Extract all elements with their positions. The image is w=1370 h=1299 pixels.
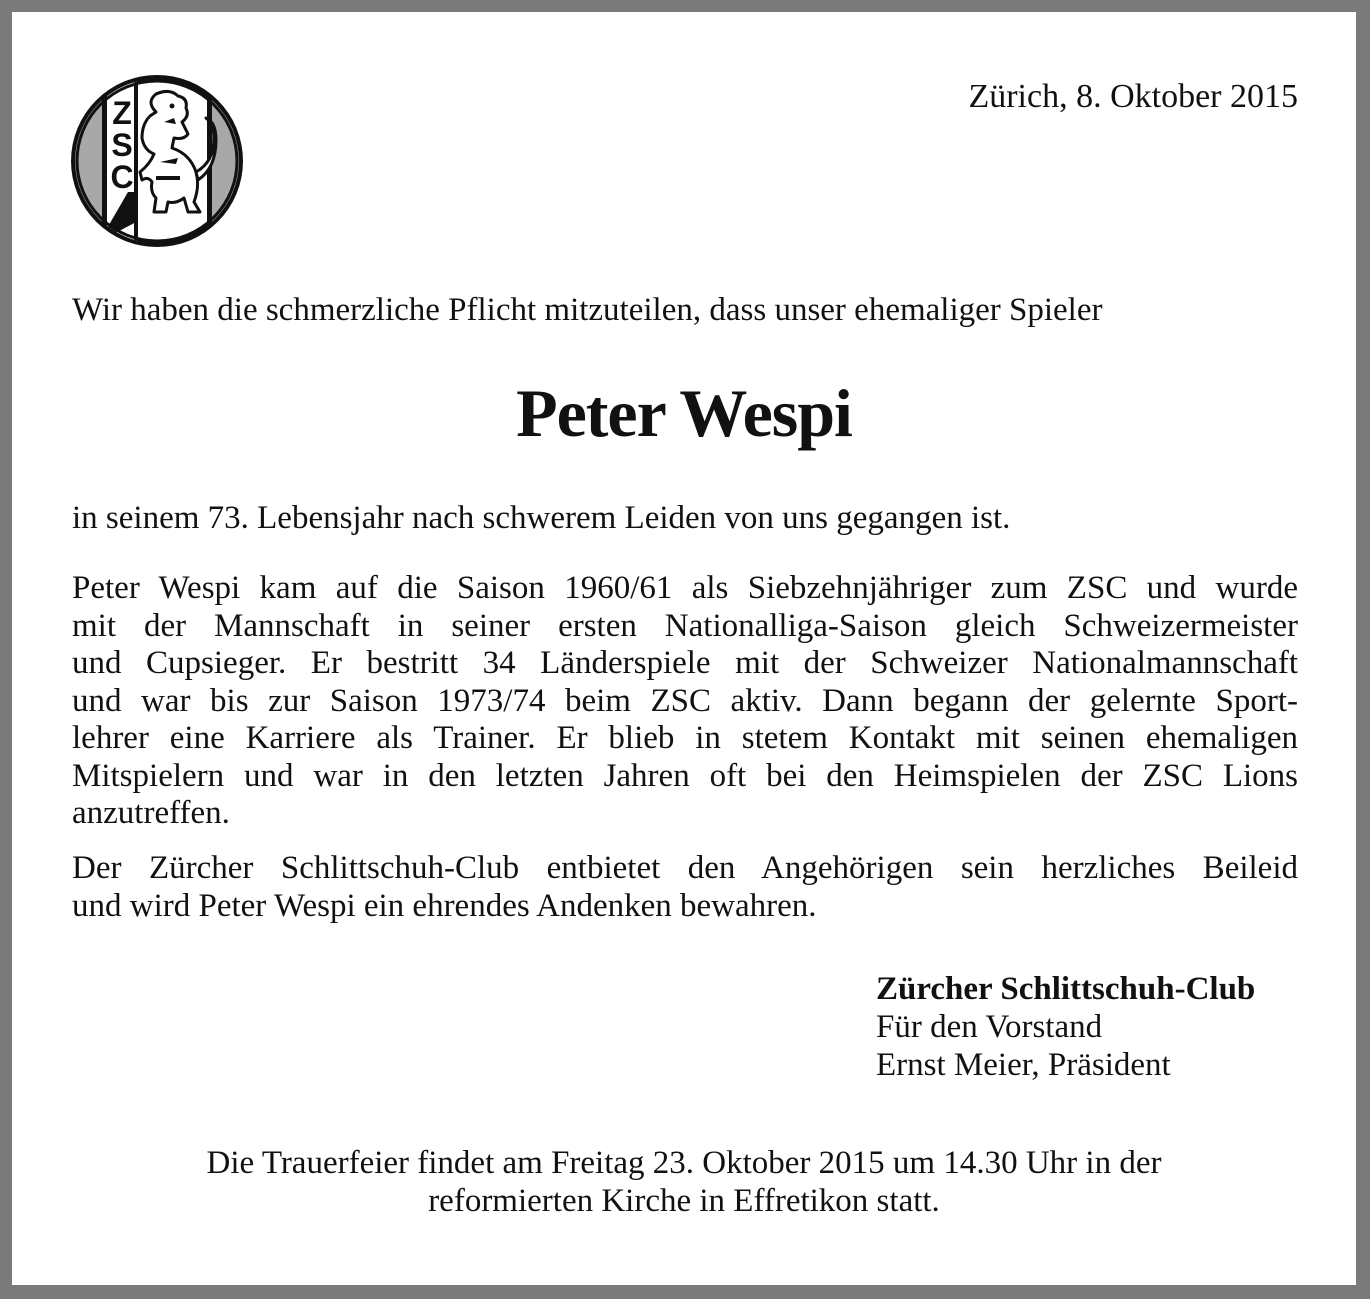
logo-letter-s: S: [111, 127, 133, 163]
funeral-notice: [12, 1144, 1356, 1220]
funeral-line-1: Die Trauerfeier findet am Freitag 23. Oktober 2015 um 14.30 Uhr in der: [206, 1145, 1162, 1181]
zsc-lion-emblem-icon: [68, 72, 246, 250]
biography-line-6: Mitspielern und war in den letzten Jahren oft bei den Heimspielen der ZSC Lions: [72, 757, 1298, 794]
biography-line-4: und war bis zur Saison 1973/74 beim ZSC aktiv. Dann begann der gelernte Sport-: [72, 682, 1298, 719]
passing-sentence: [72, 500, 1298, 538]
obituary-page: [12, 12, 1356, 1285]
deceased-name: Peter Wespi: [516, 375, 852, 451]
funeral-line-2: reformierten Kirche in Effretikon statt.: [428, 1183, 940, 1219]
signature-on-behalf: Für den Vorstand: [876, 1009, 1103, 1045]
obituary-date: Zürich, 8. Oktober 2015: [968, 78, 1298, 115]
condolence-line-2: und wird Peter Wespi ein ehrendes Andenken bewahren.: [72, 887, 817, 924]
biography-line-7: anzutreffen.: [72, 795, 230, 831]
biography-line-5: lehrer eine Karriere als Trainer. Er blieb in stetem Kontakt mit seinen ehemaligen: [72, 720, 1298, 756]
passing-line: in seinem 73. Lebensjahr nach schwerem Leiden von uns gegangen ist.: [72, 500, 1011, 536]
logo-letter-z: Z: [112, 95, 132, 131]
signature-organization: Zürcher Schlittschuh-Club: [876, 971, 1256, 1007]
logo-letter-c: C: [110, 159, 134, 195]
condolence-line-1: Der Zürcher Schlittschuh-Club entbietet den Angehörigen sein herzliches Beileid: [72, 850, 1298, 886]
signature-signatory: Ernst Meier, Präsident: [876, 1047, 1171, 1083]
biography-line-2: mit der Mannschaft in seiner ersten Nationalliga-Saison gleich Schweizermeister: [72, 607, 1298, 644]
biography-line-1: Peter Wespi kam auf die Saison 1960/61 als Siebzehnjähriger zum ZSC und wurde: [72, 570, 1298, 606]
intro-sentence: Wir haben die schmerzliche Pflicht mitzuteilen, dass unser ehemaliger Spieler: [72, 292, 1103, 328]
biography-paragraph: [72, 570, 1298, 833]
biography-line-3: und Cupsieger. Er bestritt 34 Länderspiele mit der Schweizer Nationalmannschaft: [72, 645, 1298, 681]
signature-block: [876, 970, 1255, 1084]
condolence-paragraph: [72, 850, 1298, 925]
